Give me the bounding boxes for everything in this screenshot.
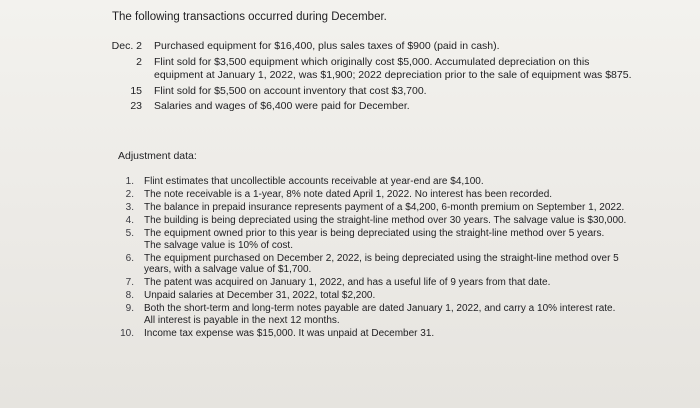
adjustment-number: 7. xyxy=(125,277,134,288)
transaction-description: Flint sold for $5,500 on account inventory that cost $3,700. xyxy=(154,84,427,97)
transaction-description: Flint sold for $3,500 equipment which originally cost $5,000. Accumulated depreciation on this equipment at January 1, 2022, was $1,900; 2022 depreciation prior to the sale of equipment was $875. xyxy=(154,55,632,81)
adjustment-text: Both the short-term and long-term notes payable are dated January 1, 2022, and carry a 10% interest rate. All interest is payable in the next 12 months. xyxy=(144,303,616,326)
adjustments-list xyxy=(120,176,670,341)
transaction-row xyxy=(110,56,670,83)
transaction-date: 2 xyxy=(136,55,142,68)
transaction-description: Salaries and wages of $6,400 were paid for December. xyxy=(154,100,410,112)
transaction-row xyxy=(110,40,670,54)
adjustment-text: The balance in prepaid insurance represents payment of a $4,200, 6-month premium on September 1, 2022. xyxy=(144,202,625,213)
adjustment-item xyxy=(120,253,670,276)
adjustment-item xyxy=(120,277,670,289)
adjustment-item xyxy=(120,189,670,201)
adjustment-text: The building is being depreciated using the straight-line method over 30 years. The salvage value is $30,000. xyxy=(144,215,627,226)
adjustment-number: 10. xyxy=(120,327,134,339)
transaction-date: 15 xyxy=(130,84,142,97)
adjustment-item xyxy=(120,228,670,251)
adjustment-item xyxy=(120,290,670,302)
transactions-list xyxy=(110,40,670,116)
adjustment-text: The equipment purchased on December 2, 2022, is being depreciated using the straight-line method over 5 years, with a salvage value of $1,700. xyxy=(144,252,619,275)
adjustment-item xyxy=(120,328,670,340)
transaction-row xyxy=(110,100,670,114)
adjustment-number: 6. xyxy=(125,252,134,264)
adjustment-text: The patent was acquired on January 1, 2022, and has a useful life of 9 years from that date. xyxy=(144,277,551,288)
adjustment-item xyxy=(120,202,670,214)
adjustment-number: 3. xyxy=(125,202,134,213)
adjustment-number: 1. xyxy=(125,176,134,187)
adjustment-item xyxy=(120,303,670,326)
transaction-date: 23 xyxy=(130,100,142,112)
adjustment-item xyxy=(120,215,670,227)
transaction-row xyxy=(110,85,670,99)
adjustment-number: 5. xyxy=(125,228,134,239)
adjustment-text: Unpaid salaries at December 31, 2022, total $2,200. xyxy=(144,290,376,301)
page-title: The following transactions occurred during December. xyxy=(112,11,387,23)
transaction-date: Dec. 2 xyxy=(111,40,142,52)
adjustment-number: 9. xyxy=(125,303,134,314)
adjustment-item xyxy=(120,176,670,188)
adjustment-number: 4. xyxy=(125,215,134,226)
adjustment-heading: Adjustment data: xyxy=(118,150,197,162)
adjustment-text: Income tax expense was $15,000. It was unpaid at December 31. xyxy=(144,327,435,339)
adjustment-number: 8. xyxy=(125,290,134,301)
adjustment-number: 2. xyxy=(125,189,134,200)
adjustment-text: Flint estimates that uncollectible accounts receivable at year-end are $4,100. xyxy=(144,176,484,187)
adjustment-text: The equipment owned prior to this year is being depreciated using the straight-line method over 5 years. The salvage value is 10% of cost. xyxy=(144,228,605,251)
adjustment-text: The note receivable is a 1-year, 8% note dated April 1, 2022. No interest has been recorded. xyxy=(144,189,553,200)
transaction-description: Purchased equipment for $16,400, plus sales taxes of $900 (paid in cash). xyxy=(154,40,500,52)
